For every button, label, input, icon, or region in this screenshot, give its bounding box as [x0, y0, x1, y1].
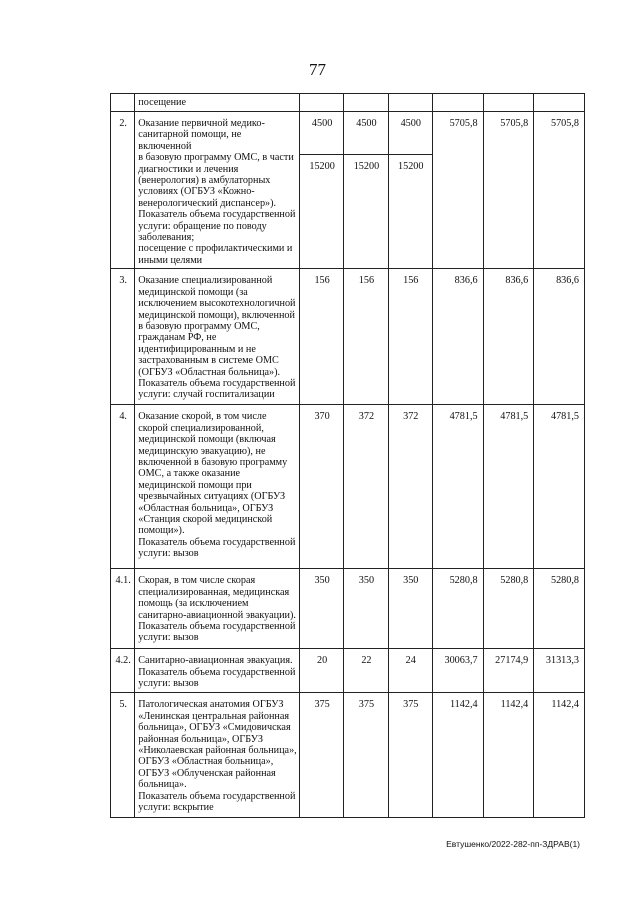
volume-cell: 24 — [388, 649, 432, 693]
cost-cell: 5705,8 — [483, 112, 534, 269]
cost-cell: 5705,8 — [432, 112, 483, 269]
row-number-cell: 4.1. — [111, 569, 135, 649]
cost-cell: 5280,8 — [483, 569, 534, 649]
volume-cell: 375 — [388, 693, 432, 818]
cost-cell: 31313,3 — [534, 649, 585, 693]
services-table — [110, 93, 585, 818]
volume-cell: 15200 — [344, 154, 388, 269]
cost-cell: 4781,5 — [483, 405, 534, 569]
volume-cell: 375 — [344, 693, 388, 818]
cost-cell: 836,6 — [483, 269, 534, 405]
cost-cell: 5705,8 — [534, 112, 585, 269]
volume-cell: 22 — [344, 649, 388, 693]
cost-cell: 5280,8 — [432, 569, 483, 649]
volume-cell: 350 — [299, 569, 343, 649]
cost-cell — [483, 94, 534, 112]
cost-cell: 1142,4 — [534, 693, 585, 818]
cost-cell: 5280,8 — [534, 569, 585, 649]
table-row — [111, 112, 585, 155]
table-row — [111, 405, 585, 569]
volume-cell: 370 — [299, 405, 343, 569]
row-number-cell: 4.2. — [111, 649, 135, 693]
cost-cell: 1142,4 — [432, 693, 483, 818]
table-row — [111, 94, 585, 112]
row-number-cell — [111, 94, 135, 112]
cost-cell — [432, 94, 483, 112]
row-number-cell: 5. — [111, 693, 135, 818]
row-description-cell: Оказание скорой, в том числе скорой специализированной, медицинской помощи (включая медицинскую эвакуацию), не включенной в базовую программу ОМС, а также оказание медицинской помощи при чрезвычайных ситуациях (ОГБУЗ «Областная больница», ОГБУЗ «Станция скорой медицинской помощи»). Показатель объема государственной услуги: вызов — [135, 405, 300, 569]
cost-cell: 27174,9 — [483, 649, 534, 693]
table-row — [111, 693, 585, 818]
volume-cell: 4500 — [344, 112, 388, 155]
table-row — [111, 649, 585, 693]
volume-cell: 4500 — [388, 112, 432, 155]
row-description-cell: Патологическая анатомия ОГБУЗ «Ленинская центральная районная больница», ОГБУЗ «Смидовичская районная больница», ОГБУЗ «Николаевская районная больница», ОГБУЗ «Областная больница», ОГБУЗ «Облученская районная больница». Показатель объема государственной услуги: вскрытие — [135, 693, 300, 818]
row-number-cell: 2. — [111, 112, 135, 269]
row-description-cell: Оказание специализированной медицинской помощи (за исключением высокотехнологичной медицинской помощи), включенной в базовую программу ОМС, гражданам РФ, не идентифицированным и не застрахованным в системе ОМС (ОГБУЗ «Областная больница»). Показатель объема государственной услуги: случай госпитализации — [135, 269, 300, 405]
row-number-cell: 3. — [111, 269, 135, 405]
volume-cell: 156 — [299, 269, 343, 405]
cost-cell: 30063,7 — [432, 649, 483, 693]
cost-cell — [534, 94, 585, 112]
volume-cell: 372 — [344, 405, 388, 569]
page-number: 77 — [309, 60, 326, 79]
volume-cell — [299, 94, 343, 112]
volume-cell: 372 — [388, 405, 432, 569]
volume-cell: 156 — [388, 269, 432, 405]
table-row — [111, 269, 585, 405]
volume-cell: 350 — [344, 569, 388, 649]
cost-cell: 836,6 — [534, 269, 585, 405]
volume-cell: 156 — [344, 269, 388, 405]
cost-cell: 4781,5 — [432, 405, 483, 569]
volume-cell: 15200 — [299, 154, 343, 269]
document-footer-code: Евтушенко/2022-282-пп-ЗДРАВ(1) — [446, 839, 580, 849]
volume-cell: 15200 — [388, 154, 432, 269]
volume-cell: 4500 — [299, 112, 343, 155]
volume-cell — [388, 94, 432, 112]
cost-cell: 4781,5 — [534, 405, 585, 569]
cost-cell: 1142,4 — [483, 693, 534, 818]
table-row — [111, 569, 585, 649]
row-number-cell: 4. — [111, 405, 135, 569]
row-description-cell: Оказание первичной медико- санитарной помощи, не включенной в базовую программу ОМС, в части диагностики и лечения (венерология) в амбулаторных условиях (ОГБУЗ «Кожно- венерологический диспансер»). Показатель объема государственной услуги: обращение по поводу заболевания; посещение с профилактическими и иными целями — [135, 112, 300, 269]
volume-cell — [344, 94, 388, 112]
volume-cell: 375 — [299, 693, 343, 818]
cost-cell: 836,6 — [432, 269, 483, 405]
volume-cell: 20 — [299, 649, 343, 693]
row-description-cell: посещение — [135, 94, 300, 112]
volume-cell: 350 — [388, 569, 432, 649]
row-description-cell: Скорая, в том числе скорая специализированная, медицинская помощь (за исключением санитарно-авиационной эвакуации). Показатель объема государственной услуги: вызов — [135, 569, 300, 649]
row-description-cell: Санитарно-авиационная эвакуация. Показатель объема государственной услуги: вызов — [135, 649, 300, 693]
